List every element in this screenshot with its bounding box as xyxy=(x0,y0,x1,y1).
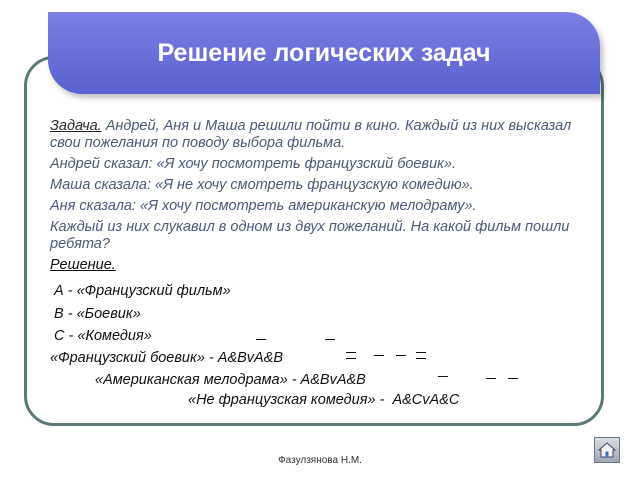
negation-bar xyxy=(438,376,448,377)
anya-statement: Аня сказала: «Я хочу посмотреть американскую мелодраму». xyxy=(50,198,477,214)
formula-french-action: «Французский боевик» - A&BvA&B xyxy=(50,350,284,366)
negation-bar xyxy=(325,339,335,340)
home-button[interactable] xyxy=(594,437,620,463)
negation-bar xyxy=(256,339,266,340)
masha-statement: Маша сказала: «Я не хочу смотреть французскую комедию». xyxy=(50,177,474,193)
andrey-statement: Андрей сказал: «Я хочу посмотреть французский боевик». xyxy=(50,156,457,172)
home-icon xyxy=(598,441,616,459)
task-paragraph xyxy=(50,118,595,152)
title-banner xyxy=(48,12,600,94)
negation-bar xyxy=(508,378,518,379)
negation-bar xyxy=(416,358,426,359)
solution-label: Решение. xyxy=(50,257,116,273)
negation-bar xyxy=(486,378,496,379)
task-label: Задача. xyxy=(50,118,102,134)
negation-bar xyxy=(416,352,426,353)
solution-a: А - «Французский фильм» xyxy=(50,283,231,299)
formula-american-melodrama: «Американская мелодрама» - A&BvA&B xyxy=(95,372,366,388)
negation-bar xyxy=(346,358,356,359)
task-block xyxy=(50,118,595,278)
negation-bar xyxy=(346,352,356,353)
solution-b: В - «Боевик» xyxy=(50,306,141,322)
negation-bar xyxy=(374,355,384,356)
author-footer: Фазулзянова Н.М. xyxy=(278,455,362,466)
formula-not-french-comedy: «Не французская комедия» - A&CvA&C xyxy=(188,392,460,408)
task-text: Андрей, Аня и Маша решили пойти в кино. Каждый из них высказал свои пожелания по поводу выбора фильма. xyxy=(50,118,572,151)
solution-c: С - «Комедия» xyxy=(50,328,152,344)
question-text: Каждый из них слукавил в одном из двух пожеланий. На какой фильм пошли ребята? xyxy=(50,219,570,252)
slide-title: Решение логических задач xyxy=(157,38,491,67)
negation-bar xyxy=(396,355,406,356)
